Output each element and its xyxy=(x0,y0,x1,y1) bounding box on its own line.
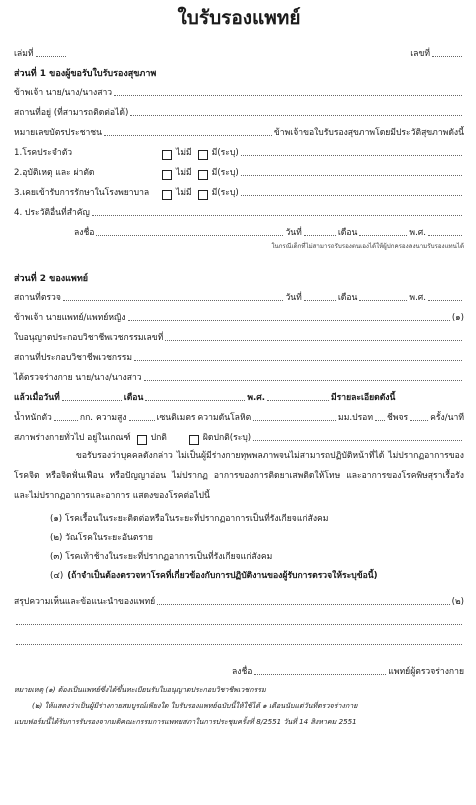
exam-date-day-field[interactable] xyxy=(62,399,122,401)
weight-label: น้ำหนักตัว xyxy=(14,412,52,423)
history-no-checkbox[interactable] xyxy=(162,190,172,200)
yes-option-label: มี(ระบุ) xyxy=(211,147,239,158)
exam-place-field[interactable] xyxy=(63,299,284,301)
address-field[interactable] xyxy=(130,114,462,116)
general-condition-row xyxy=(14,424,464,444)
history-no-checkbox[interactable] xyxy=(162,170,172,180)
disease-item: (๑) โรคเรื้อนในระยะติดต่อหรือในระยะที่ปรากฏอาการเป็นที่รังเกียจแก่สังคม xyxy=(50,513,329,524)
certification-paragraph: ขอรับรองว่าบุคคลดังกล่าว ไม่เป็นผู้มีร่างกายทุพพลภาพจนไม่สามารถปฏิบัติหน้าที่ได้ ไม่ปรากฏอาการของโรคจิต หรือจิตฟั่นเฟือน หรือปัญญาอ่อน ไม่ปรากฏ อาการของการติดยาเสพติดให้โทษ และอาการของโรคพิษสุราเรื้อรัง และไม่ปรากฏอาการและอาการ แสดงของโรคต่อไปนี้ xyxy=(14,450,464,501)
date-label: วันที่ xyxy=(285,292,302,303)
part2-heading: ส่วนที่ 2 ของแพทย์ xyxy=(14,273,89,284)
no-option-label: ไม่มี xyxy=(176,147,192,158)
applicant-signature-field[interactable] xyxy=(96,234,283,236)
summary-label: สรุปความเห็นและข้อแนะนำของแพทย์ xyxy=(14,596,156,607)
history-detail-field[interactable] xyxy=(241,174,462,176)
id-label: หมายเลขบัตรประชาชน xyxy=(14,127,102,138)
disease-item-4 xyxy=(14,563,464,582)
doctor-name-field[interactable] xyxy=(128,319,450,321)
notes-section xyxy=(14,682,464,730)
on-date-label: แล้วเมื่อวันที่ xyxy=(14,392,60,403)
doctor-sign-suffix: แพทย์ผู้ตรวจร่างกาย xyxy=(388,666,464,677)
workplace-row xyxy=(14,344,464,364)
per-min-label: ครั้ง/นาที xyxy=(430,412,464,423)
form-title: ใบรับรองแพทย์ xyxy=(177,7,301,29)
normal-checkbox[interactable] xyxy=(137,435,147,445)
name-field[interactable] xyxy=(114,94,462,96)
address-row xyxy=(14,99,464,119)
history-label: 3.เคยเข้ารับการรักษาในโรงพยาบาล xyxy=(14,187,150,198)
summary-row xyxy=(14,588,464,608)
other-history-field[interactable] xyxy=(92,214,462,216)
doctor-signature-field[interactable] xyxy=(254,673,386,675)
exam-day-field[interactable] xyxy=(304,299,336,301)
no-option-label: ไม่มี xyxy=(176,187,192,198)
weight-field[interactable] xyxy=(54,419,78,421)
footnote-marker-2: (๒) xyxy=(451,596,464,607)
month-label: เดือน xyxy=(337,292,358,303)
sign-month-field[interactable] xyxy=(359,234,407,236)
pulse-field[interactable] xyxy=(410,419,428,421)
history-yes-checkbox[interactable] xyxy=(198,150,208,160)
book-number-row xyxy=(14,40,464,60)
doctor-row xyxy=(14,304,464,324)
month-label: เดือน xyxy=(337,227,358,238)
month2-label: เดือน xyxy=(123,392,144,403)
pulse-gap xyxy=(375,419,385,421)
note-line-3: แบบฟอร์มนี้ได้รับการรับรองจากมติคณะกรรมการแพทยสภาในการประชุมครั้งที่ 8/2551 วันที่ 14 สิงหาคม 2551 xyxy=(14,716,357,726)
bp-label: ความดันโลหิต xyxy=(197,412,252,423)
summary-field[interactable] xyxy=(157,603,449,605)
bp-field[interactable] xyxy=(253,419,336,421)
id-row xyxy=(14,119,464,139)
summary-field-3[interactable] xyxy=(16,643,462,645)
general-label: สภาพร่างกายทั่วไป อยู่ในเกณฑ์ xyxy=(14,432,131,443)
abnormal-label: ผิดปกติ(ระบุ) xyxy=(202,432,252,443)
exam-place-row xyxy=(14,284,464,304)
guardian-note: ในกรณีเด็กที่ไม่สามารถรับรองตนเองได้ให้ผู้ปกครองลงนามรับรองแทนได้ xyxy=(271,242,464,250)
history-label: 1.โรคประจำตัว xyxy=(14,147,73,158)
height-field[interactable] xyxy=(129,419,155,421)
yes-option-label: มี(ระบุ) xyxy=(211,167,239,178)
exam-date-month-field[interactable] xyxy=(145,399,245,401)
history-yes-checkbox[interactable] xyxy=(198,170,208,180)
history-label: 2.อุบัติเหตุ และ ผ่าตัด xyxy=(14,167,95,178)
normal-label: ปกติ xyxy=(150,432,167,443)
sign-day-field[interactable] xyxy=(304,234,336,236)
id-suffix: ข้าพเจ้าขอใบรับรองสุขภาพโดยมีประวัติสุขภาพดังนี้ xyxy=(273,127,464,138)
summary-field-2[interactable] xyxy=(16,623,462,625)
history-row xyxy=(14,139,464,159)
address-label: สถานที่อยู่ (ที่สามารถติดต่อได้) xyxy=(14,107,129,118)
disease-item: (๓) โรคเท้าช้างในระยะที่ปรากฏอาการเป็นที่รังเกียจแก่สังคม xyxy=(50,551,273,562)
workplace-field[interactable] xyxy=(134,359,462,361)
no-option-label: ไม่มี xyxy=(176,167,192,178)
place-label: สถานที่ตรวจ xyxy=(14,292,61,303)
history-detail-field[interactable] xyxy=(241,154,462,156)
no-field[interactable] xyxy=(432,55,462,57)
history-no-checkbox[interactable] xyxy=(162,150,172,160)
exam-year-field[interactable] xyxy=(428,299,462,301)
doctor-label: ข้าพเจ้า นายแพทย์/แพทย์หญิง xyxy=(14,312,126,323)
year-label: พ.ศ. xyxy=(409,227,426,238)
exam-date-year-field[interactable] xyxy=(267,399,329,401)
abnormal-checkbox[interactable] xyxy=(189,435,199,445)
book-no-label: เล่มที่ xyxy=(14,48,34,59)
no-label: เลขที่ xyxy=(410,48,430,59)
other-history-row xyxy=(14,199,464,219)
exam-date-row xyxy=(14,384,464,404)
history-detail-field[interactable] xyxy=(241,194,462,196)
sign-year-field[interactable] xyxy=(428,234,462,236)
history-row xyxy=(14,179,464,199)
year2-label: พ.ศ. xyxy=(247,392,265,403)
name-row xyxy=(14,79,464,99)
license-row xyxy=(14,324,464,344)
applicant-sign-row xyxy=(14,219,464,239)
summary-line-2 xyxy=(14,608,464,628)
book-no-field[interactable] xyxy=(36,55,66,57)
part1-heading: ส่วนที่ 1 ของผู้ขอรับใบรับรองสุขภาพ xyxy=(14,68,157,79)
examined-label: ได้ตรวจร่างกาย นาย/นาง/นางสาว xyxy=(14,372,142,383)
disease-item: (๒) วัณโรคในระยะอันตราย xyxy=(50,532,153,543)
exam-month-field[interactable] xyxy=(359,299,407,301)
doctor-sign-row xyxy=(14,658,464,678)
kg-label: กก. xyxy=(79,412,93,423)
history-row xyxy=(14,159,464,179)
license-label: ใบอนุญาตประกอบวิชาชีพเวชกรรมเลขที่ xyxy=(14,332,164,343)
sign-label: ลงชื่อ xyxy=(74,227,95,238)
id-field[interactable] xyxy=(104,134,272,136)
year-label: พ.ศ. xyxy=(409,292,426,303)
yes-option-label: มี(ระบุ) xyxy=(211,187,239,198)
abnormal-detail-field[interactable] xyxy=(253,439,462,441)
item4-text: (ถ้าจำเป็นต้องตรวจหาโรคที่เกี่ยวข้องกับการปฏิบัติงานของผู้รับการตรวจให้ระบุข้อนี้) xyxy=(67,570,378,581)
doctor-sign-label: ลงชื่อ xyxy=(232,666,253,677)
license-number-field[interactable] xyxy=(165,339,462,341)
note-line-1: หมายเหตุ (๑) ต้องเป็นแพทย์ซึ่งได้ขึ้นทะเบียนรับใบอนุญาตประกอบวิชาชีพเวชกรรม xyxy=(14,684,266,694)
pulse-label: ชีพจร xyxy=(387,412,409,423)
note-line-2: (๒) ให้แสดงว่าเป็นผู้มีร่างกายสมบูรณ์เพียงใด ใบรับรองแพทย์ฉบับนี้ให้ใช้ได้ ๑ เดือนนับแต่วันที่ตรวจร่างกาย xyxy=(32,700,358,710)
history-yes-checkbox[interactable] xyxy=(198,190,208,200)
height-label: ความสูง xyxy=(96,412,127,423)
date-label: วันที่ xyxy=(285,227,302,238)
workplace-label: สถานที่ประกอบวิชาชีพเวชกรรม xyxy=(14,352,132,363)
examined-row xyxy=(14,364,464,384)
name-label: ข้าพเจ้า นาย/นาง/นางสาว xyxy=(14,87,113,98)
mmhg-label: มม.ปรอท xyxy=(338,412,374,423)
footnote-marker-1: (๑) xyxy=(451,312,464,323)
item4-prefix: (๔) xyxy=(50,570,64,581)
cm-label: เซนติเมตร xyxy=(156,412,196,423)
other-history-label: 4. ประวัติอื่นที่สำคัญ xyxy=(14,207,90,218)
vitals-row xyxy=(14,404,464,424)
summary-line-3 xyxy=(14,628,464,648)
examined-name-field[interactable] xyxy=(144,379,462,381)
details-label: มีรายละเอียดดังนี้ xyxy=(330,392,396,403)
